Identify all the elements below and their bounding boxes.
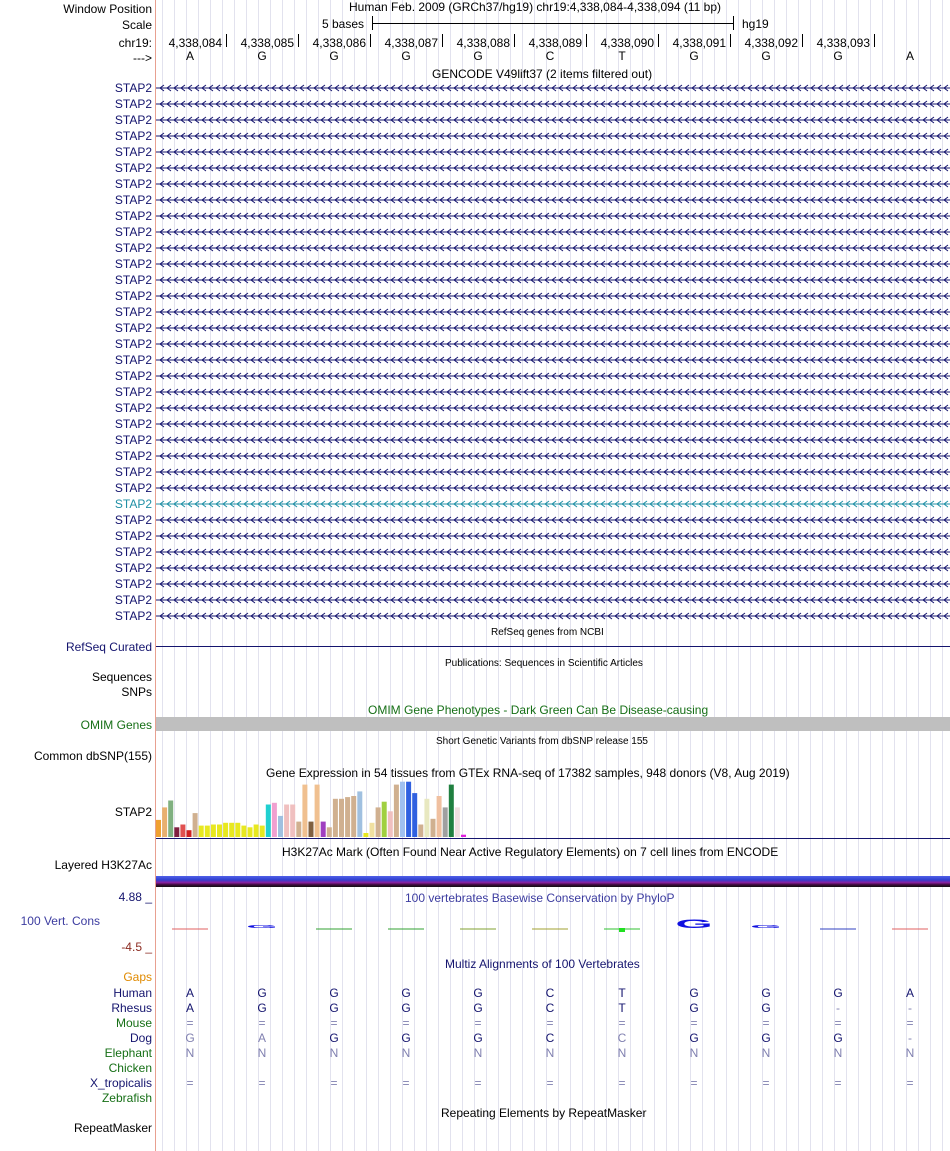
gtex-tissue-bar[interactable] — [199, 826, 204, 837]
alignment-base: G — [473, 1031, 483, 1045]
gtex-bars[interactable] — [156, 770, 950, 840]
gtex-tissue-bar[interactable] — [284, 805, 289, 838]
gtex-tissue-bar[interactable] — [327, 827, 332, 837]
alignment-base: = — [690, 1076, 698, 1090]
gencode-row-label[interactable]: STAP2 — [114, 449, 152, 463]
gencode-row-label[interactable]: STAP2 — [114, 193, 152, 207]
alignment-base: G — [329, 1001, 339, 1015]
alignment-base: N — [473, 1046, 483, 1060]
gencode-row-label[interactable]: STAP2 — [114, 241, 152, 255]
alignment-base: G — [329, 1031, 339, 1045]
omim-title: OMIM Gene Phenotypes - Dark Green Can Be Disease-causing — [368, 703, 709, 717]
alignment-base: C — [545, 1001, 555, 1015]
gtex-baseline — [156, 838, 950, 839]
alignment-base: = — [906, 1076, 914, 1090]
h3k27ac-label[interactable]: Layered H3K27Ac — [54, 858, 152, 872]
gencode-row-label[interactable]: STAP2 — [114, 497, 152, 511]
ruler-position: 4,338,091 — [672, 36, 726, 50]
gencode-row-label[interactable]: STAP2 — [114, 513, 152, 527]
alignment-base: N — [617, 1046, 627, 1060]
gencode-row-label[interactable]: STAP2 — [114, 81, 152, 95]
gtex-tissue-bar[interactable] — [363, 833, 368, 837]
ruler-position: 4,338,093 — [816, 36, 870, 50]
gtex-tissue-bar[interactable] — [345, 797, 350, 837]
alignment-base: = — [258, 1016, 266, 1030]
gtex-tissue-bar[interactable] — [302, 785, 307, 837]
gencode-row-label[interactable]: STAP2 — [114, 113, 152, 127]
alignment-base: = — [474, 1016, 482, 1030]
alignment-base: = — [618, 1016, 626, 1030]
gtex-title: Gene Expression in 54 tissues from GTEx RNA-seq of 17382 samples, 948 donors (V8, Aug 2019) — [266, 766, 790, 780]
alignment-base: = — [834, 1076, 842, 1090]
gtex-tissue-bar[interactable] — [406, 782, 411, 837]
reference-base: A — [905, 49, 915, 63]
gtex-tissue-bar[interactable] — [229, 823, 234, 837]
alignment-base: = — [762, 1016, 770, 1030]
gtex-tissue-bar[interactable] — [217, 825, 222, 838]
reference-base: A — [185, 49, 195, 63]
alignment-base: G — [473, 986, 483, 1000]
h3k27ac-layer[interactable] — [156, 876, 950, 887]
scale-label: Scale — [121, 18, 152, 32]
phylop-score-block — [619, 928, 625, 932]
repeatmasker-label[interactable]: RepeatMasker — [73, 1121, 152, 1135]
gtex-tissue-bar[interactable] — [309, 822, 314, 837]
track-labels-column — [0, 0, 155, 1151]
phylop-label[interactable]: 100 Vert. Cons — [20, 914, 100, 928]
gtex-tissue-bar[interactable] — [266, 805, 271, 838]
alignment-base: = — [690, 1016, 698, 1030]
species-label[interactable]: Rhesus — [111, 1001, 152, 1015]
gencode-row-label[interactable]: STAP2 — [114, 545, 152, 559]
reference-base: G — [689, 49, 699, 63]
gencode-row-label[interactable]: STAP2 — [114, 481, 152, 495]
gtex-tissue-bar[interactable] — [431, 819, 436, 837]
gtex-tissue-bar[interactable] — [235, 823, 240, 837]
gencode-row-label[interactable]: STAP2 — [114, 97, 152, 111]
alignment-base: A — [185, 1001, 195, 1015]
alignment-base: - — [836, 1001, 840, 1015]
alignment-base: G — [689, 986, 699, 1000]
gtex-tissue-bar[interactable] — [168, 801, 173, 838]
alignment-base: G — [329, 986, 339, 1000]
alignment-base: = — [546, 1076, 554, 1090]
gtex-tissue-bar[interactable] — [290, 805, 295, 838]
gtex-tissue-bar[interactable] — [382, 802, 387, 837]
chrom-label: chr19: — [118, 36, 152, 50]
position-title: Human Feb. 2009 (GRCh37/hg19) chr19:4,338,084-4,338,094 (11 bp) — [349, 0, 722, 14]
alignment-base: = — [474, 1076, 482, 1090]
alignment-base: G — [473, 1001, 483, 1015]
ruler-position: 4,338,086 — [312, 36, 366, 50]
h3k27ac-title: H3K27Ac Mark (Often Found Near Active Regulatory Elements) on 7 cell lines from ENCODE — [282, 845, 779, 859]
gtex-tissue-bar[interactable] — [174, 827, 179, 837]
phylop-title: 100 vertebrates Basewise Conservation by PhyloP — [405, 891, 675, 905]
alignment-base: C — [545, 986, 555, 1000]
gtex-tissue-bar[interactable] — [162, 807, 167, 837]
alignment-base: N — [761, 1046, 771, 1060]
alignment-base: = — [258, 1076, 266, 1090]
alignment-base: A — [905, 986, 915, 1000]
ruler-position: 4,338,087 — [384, 36, 438, 50]
gencode-row-label[interactable]: STAP2 — [114, 385, 152, 399]
gtex-tissue-bar[interactable] — [187, 830, 192, 837]
gtex-tissue-bar[interactable] — [400, 782, 405, 837]
dbsnp-title: Short Genetic Variants from dbSNP release 155 — [436, 736, 648, 747]
alignment-base: = — [402, 1016, 410, 1030]
alignment-base: - — [908, 1001, 912, 1015]
alignment-base: G — [833, 986, 843, 1000]
reference-base: T — [618, 49, 626, 63]
alignment-base: C — [545, 1031, 555, 1045]
gencode-row-label[interactable]: STAP2 — [114, 145, 152, 159]
alignment-base: N — [689, 1046, 699, 1060]
gtex-tissue-bar[interactable] — [333, 799, 338, 837]
alignment-base: = — [402, 1076, 410, 1090]
gtex-tissue-bar[interactable] — [260, 826, 265, 837]
phylop-ymin-label: -4.5 _ — [121, 940, 152, 954]
species-label[interactable]: Chicken — [108, 1061, 152, 1075]
reference-base: G — [761, 49, 771, 63]
gencode-row-label[interactable]: STAP2 — [114, 401, 152, 415]
gencode-row-label[interactable]: STAP2 — [114, 257, 152, 271]
phylop-letter: G — [750, 924, 782, 930]
gtex-tissue-bar[interactable] — [388, 811, 393, 837]
gencode-row-label[interactable]: STAP2 — [114, 433, 152, 447]
alignment-base: N — [833, 1046, 843, 1060]
gtex-tissue-bar[interactable] — [455, 807, 460, 837]
gtex-tissue-bar[interactable] — [394, 785, 399, 837]
alignment-base: N — [185, 1046, 195, 1060]
alignment-base: T — [618, 1001, 626, 1015]
gencode-row-label[interactable]: STAP2 — [114, 289, 152, 303]
ruler-position: 4,338,085 — [240, 36, 294, 50]
gtex-tissue-bar[interactable] — [449, 785, 454, 837]
alignment-base: G — [689, 1031, 699, 1045]
alignment-base: = — [330, 1016, 338, 1030]
gencode-row-label[interactable]: STAP2 — [114, 225, 152, 239]
alignment-base: G — [401, 1031, 411, 1045]
gtex-tissue-bar[interactable] — [418, 825, 423, 838]
alignment-base: = — [618, 1076, 626, 1090]
gtex-tissue-bar[interactable] — [351, 796, 356, 837]
gtex-tissue-bar[interactable] — [254, 825, 259, 838]
gencode-row-label[interactable]: STAP2 — [114, 369, 152, 383]
reference-base: G — [473, 49, 483, 63]
gencode-row-label[interactable]: STAP2 — [114, 161, 152, 175]
gtex-tissue-bar[interactable] — [205, 826, 210, 837]
alignment-base: G — [761, 1001, 771, 1015]
alignment-base: G — [401, 1001, 411, 1015]
ruler-position: 4,338,092 — [744, 36, 798, 50]
gtex-tissue-bar[interactable] — [424, 799, 429, 837]
alignment-base: C — [617, 1031, 627, 1045]
gtex-tissue-bar[interactable] — [272, 803, 277, 837]
omim-bar[interactable] — [156, 717, 950, 731]
gencode-row-label[interactable]: STAP2 — [114, 577, 152, 591]
alignment-base: = — [906, 1016, 914, 1030]
gtex-tissue-bar[interactable] — [339, 799, 344, 837]
alignment-base: A — [257, 1031, 267, 1045]
gtex-tissue-bar[interactable] — [370, 823, 375, 837]
gencode-row-label[interactable]: STAP2 — [114, 321, 152, 335]
alignment-base: G — [761, 1031, 771, 1045]
gtex-tissue-bar[interactable] — [461, 835, 466, 837]
alignment-base: = — [546, 1016, 554, 1030]
publications-title: Publications: Sequences in Scientific Articles — [445, 658, 643, 669]
gencode-row-label[interactable]: STAP2 — [114, 593, 152, 607]
phylop-letter: G — [675, 917, 713, 931]
species-label[interactable]: Dog — [129, 1031, 152, 1045]
alignment-base: = — [186, 1076, 194, 1090]
gtex-tissue-bar[interactable] — [193, 813, 198, 837]
reference-base: G — [329, 49, 339, 63]
gtex-tissue-bar[interactable] — [278, 816, 283, 837]
ruler-position: 4,338,084 — [168, 36, 222, 50]
gencode-row-label[interactable]: STAP2 — [114, 561, 152, 575]
scale-text: 5 bases — [322, 17, 365, 31]
alignment-base: = — [186, 1016, 194, 1030]
species-label[interactable]: X_tropicalis — [89, 1076, 152, 1090]
reference-base: G — [833, 49, 843, 63]
dbsnp-label[interactable]: Common dbSNP(155) — [33, 749, 152, 763]
refseq-line[interactable] — [156, 646, 950, 647]
alignment-base: N — [257, 1046, 267, 1060]
gtex-tissue-bar[interactable] — [241, 826, 246, 837]
ruler-position: 4,338,088 — [456, 36, 510, 50]
gencode-row-label[interactable]: STAP2 — [114, 465, 152, 479]
gtex-tissue-bar[interactable] — [223, 823, 228, 837]
reference-base: C — [545, 49, 555, 63]
gencode-row-label[interactable]: STAP2 — [114, 273, 152, 287]
phylop-ymax-label: 4.88 _ — [118, 890, 152, 904]
alignment-base: = — [834, 1016, 842, 1030]
gencode-row-label[interactable]: STAP2 — [114, 529, 152, 543]
track-image[interactable] — [156, 0, 950, 1151]
alignment-base: N — [329, 1046, 339, 1060]
reference-base: G — [257, 49, 267, 63]
alignment-base: N — [905, 1046, 915, 1060]
gtex-tissue-bar[interactable] — [412, 793, 417, 837]
gtex-tissue-bar[interactable] — [296, 822, 301, 837]
gtex-tissue-bar[interactable] — [357, 791, 362, 837]
gtex-tissue-bar[interactable] — [248, 827, 253, 837]
alignment-base: - — [908, 1031, 912, 1045]
gencode-row-label[interactable]: STAP2 — [114, 609, 152, 623]
species-label[interactable]: Zebrafish — [101, 1091, 152, 1105]
gencode-row-label[interactable]: STAP2 — [114, 305, 152, 319]
alignment-base: T — [618, 986, 626, 1000]
alignment-base: G — [689, 1001, 699, 1015]
alignment-base: G — [761, 986, 771, 1000]
gtex-tissue-bar[interactable] — [437, 796, 442, 837]
gencode-title: GENCODE V49lift37 (2 items filtered out) — [432, 67, 653, 81]
alignment-base: G — [257, 1001, 267, 1015]
gtex-tissue-bar[interactable] — [376, 807, 381, 837]
phylop-letter: G — [246, 924, 278, 930]
window-position-label: Window Position — [63, 2, 152, 16]
gtex-tissue-bar[interactable] — [315, 785, 320, 837]
species-label[interactable]: Mouse — [115, 1016, 152, 1030]
phylop-logo[interactable] — [156, 910, 950, 950]
gencode-row-label[interactable]: STAP2 — [114, 337, 152, 351]
species-label[interactable]: Human — [113, 986, 152, 1000]
gencode-row-label[interactable]: STAP2 — [114, 177, 152, 191]
gtex-tissue-bar[interactable] — [211, 825, 216, 838]
gencode-row-label[interactable]: STAP2 — [114, 353, 152, 367]
assembly-label: hg19 — [742, 17, 769, 31]
omim-label[interactable]: OMIM Genes — [80, 718, 152, 732]
refseq-title: RefSeq genes from NCBI — [491, 627, 604, 638]
alignment-base: G — [185, 1031, 195, 1045]
species-label[interactable]: Elephant — [104, 1046, 152, 1060]
gencode-row-label[interactable]: STAP2 — [114, 129, 152, 143]
gencode-transcripts[interactable] — [156, 0, 950, 560]
gencode-row-label[interactable]: STAP2 — [114, 209, 152, 223]
refseq-label[interactable]: RefSeq Curated — [65, 640, 152, 654]
alignment-base: G — [401, 986, 411, 1000]
sequences-label[interactable]: Sequences — [91, 670, 152, 684]
gtex-tissue-bar[interactable] — [443, 807, 448, 837]
alignment-base: = — [330, 1076, 338, 1090]
gtex-tissue-bar[interactable] — [321, 822, 326, 837]
ruler-position: 4,338,090 — [600, 36, 654, 50]
alignment-base: N — [545, 1046, 555, 1060]
repeatmasker-title: Repeating Elements by RepeatMasker — [441, 1106, 647, 1120]
gtex-tissue-bar[interactable] — [180, 825, 185, 838]
multiz-title: Multiz Alignments of 100 Vertebrates — [445, 957, 640, 971]
snps-label[interactable]: SNPs — [121, 685, 152, 699]
alignment-base: A — [185, 986, 195, 1000]
alignment-base: G — [257, 986, 267, 1000]
alignment-base: = — [762, 1076, 770, 1090]
gtex-tissue-bar[interactable] — [156, 820, 161, 837]
gencode-row-label[interactable]: STAP2 — [114, 417, 152, 431]
reference-base: G — [401, 49, 411, 63]
gaps-label: Gaps — [123, 970, 152, 984]
ruler-position: 4,338,089 — [528, 36, 582, 50]
alignment-base: N — [401, 1046, 411, 1060]
gtex-label[interactable]: STAP2 — [114, 805, 152, 819]
strand-label: ---> — [133, 51, 152, 65]
alignment-base: G — [833, 1031, 843, 1045]
